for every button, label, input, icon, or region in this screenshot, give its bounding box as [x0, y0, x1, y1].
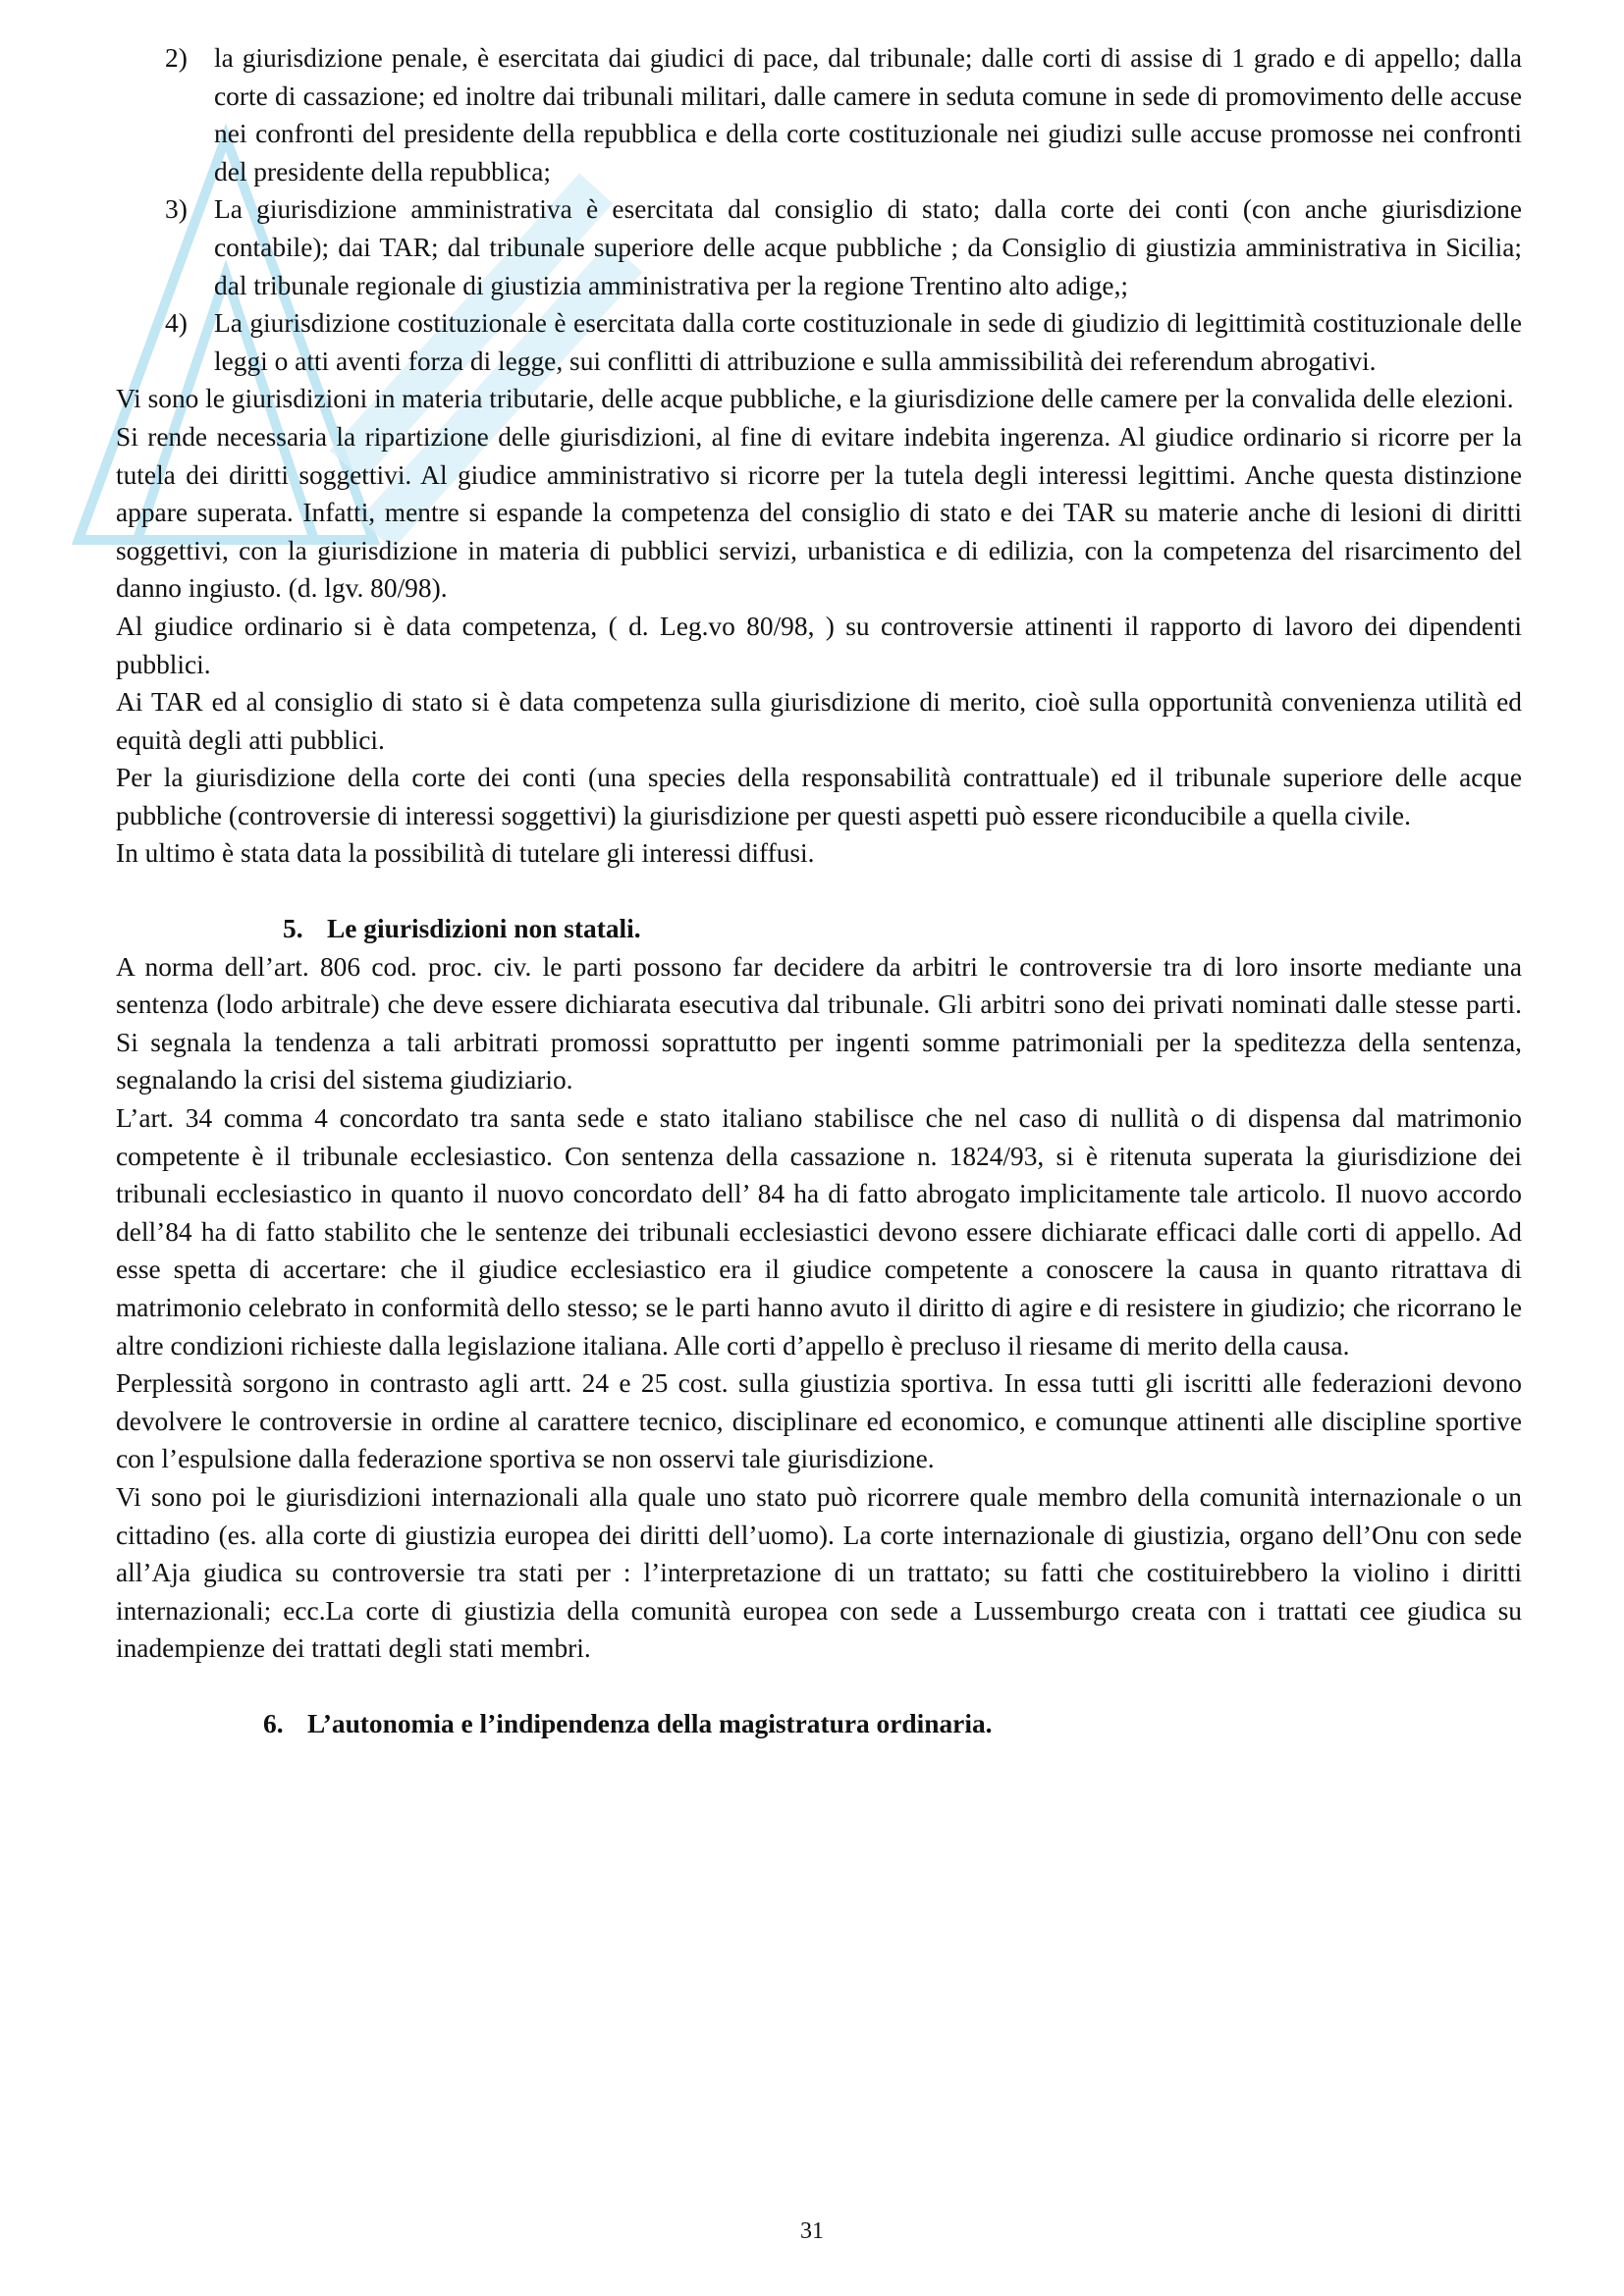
- paragraph: Al giudice ordinario si è data competenza, ( d. Leg.vo 80/98, ) su controversie attinenti il rapporto di lavoro dei dipendenti pubblici.: [116, 611, 1522, 679]
- list-item-text: La giurisdizione costituzionale è esercitata dalla corte costituzionale in sede di giudizio di legittimità costituzionale delle leggi o atti aventi forza di legge, sui conflitti di attribuzione e sulla ammissibilità dei referendum abrogativi.: [214, 308, 1522, 376]
- list-item: [116, 39, 1522, 190]
- list-item: [116, 304, 1522, 380]
- list-item: [116, 190, 1522, 304]
- numbered-list: [116, 39, 1522, 380]
- document-page: [116, 39, 1522, 1743]
- list-item-text: La giurisdizione amministrativa è esercitata dal consiglio di stato; dalla corte dei conti (con anche giurisdizione contabile); dai TAR; dal tribunale superiore delle acque pubbliche ; da Consiglio di giustizia amministrativa in Sicilia; dal tribunale regionale di giustizia amministrativa per la regione Trentino alto adige,;: [214, 194, 1522, 300]
- paragraph: Per la giurisdizione della corte dei conti (una species della responsabilità contrattuale) ed il tribunale superiore delle acque pubbliche (controversie di interessi soggettivi) la giurisdizione per questi aspetti può essere riconducibile a quella civile.: [116, 763, 1522, 830]
- paragraph: Perplessità sorgono in contrasto agli artt. 24 e 25 cost. sulla giustizia sportiva. In essa tutti gli iscritti alle federazioni devono devolvere le controversie in ordine al carattere tecnico, disciplinare ed economico, e comunque attinenti alle discipline sportive con l’espulsione dalla federazione sportiva se non osservi tale giurisdizione.: [116, 1368, 1522, 1474]
- paragraph: Si rende necessaria la ripartizione delle giurisdizioni, al fine di evitare indebita ingerenza. Al giudice ordinario si ricorre per la tutela dei diritti soggettivi. Al giudice amministrativo si ricorre per la tutela degli interessi legittimi. Anche questa distinzione appare superata. Infatti, mentre si espande la competenza del consiglio di stato e dei TAR su materie anche di lesioni di diritti soggettivi, con la giurisdizione in materia di pubblici servizi, urbanistica e di edilizia, con la competenza del risarcimento del danno ingiusto. (d. lgv. 80/98).: [116, 421, 1522, 604]
- list-item-text: la giurisdizione penale, è esercitata dai giudici di pace, dal tribunale; dalle corti di assise di 1 grado e di appello; dalla corte di cassazione; ed inoltre dai tribunali militari, dalle camere in seduta comune in sede di promovimento delle accuse nei confronti del presidente della repubblica e della corte costituzionale nei giudizi sulle accuse promosse nei confronti del presidente della repubblica;: [214, 43, 1522, 187]
- page-number: 31: [800, 2218, 824, 2244]
- section-title: Le giurisdizioni non statali.: [327, 914, 641, 944]
- list-item-number: 4): [165, 308, 188, 339]
- section-number: 6.: [263, 1708, 284, 1738]
- paragraph: L’art. 34 comma 4 concordato tra santa sede e stato italiano stabilisce che nel caso di nullità o di dispensa dal matrimonio competente è il tribunale ecclesiastico. Con sentenza della cassazione n. 1824/93, si è ritenuta superata la giurisdizione dei tribunali ecclesiastico in quanto il nuovo concordato dell’ 84 ha di fatto abrogato implicitamente tale articolo. Il nuovo accordo dell’84 ha di fatto stabilito che le sentenze dei tribunali ecclesiastici devono essere dichiarate efficaci dalle corti di appello. Ad esse spetta di accertare: che il giudice ecclesiastico era il giudice competente a conoscere la causa in quanto ritrattava di matrimonio celebrato in conformità dello stesso; se le parti hanno avuto il diritto di agire e di resistere in giudizio; che ricorrano le altre condizioni richieste dalla legislazione italiana. Alle corti d’appello è precluso il riesame di merito della causa.: [116, 1103, 1522, 1361]
- paragraph: Ai TAR ed al consiglio di stato si è data competenza sulla giurisdizione di merito, cioè sulla opportunità convenienza utilità ed equità degli atti pubblici.: [116, 687, 1522, 755]
- paragraph: Vi sono poi le giurisdizioni internazionali alla quale uno stato può ricorrere quale membro della comunità internazionale o un cittadino (es. alla corte di giustizia europea dei diritti dell’uomo). La corte internazionale di giustizia, organo dell’Onu con sede all’Aja giudica su controversie tra stati per : l’interpretazione di un trattato; su fatti che costituirebbero la violino i diritti internazionali; ecc.La corte di giustizia della comunità europea con sede a Lussemburgo creata con i trattati cee giudica su inadempienze dei trattati degli stati membri.: [116, 1481, 1522, 1664]
- list-item-number: 2): [165, 43, 188, 73]
- list-item-number: 3): [165, 194, 188, 225]
- section-number: 5.: [283, 914, 303, 944]
- paragraph: Vi sono le giurisdizioni in materia tributarie, delle acque pubbliche, e la giurisdizione delle camere per la convalida delle elezioni.: [116, 384, 1514, 414]
- section-heading-5: [116, 910, 1522, 948]
- paragraph: A norma dell’art. 806 cod. proc. civ. le parti possono far decidere da arbitri le controversie tra di loro insorte mediante una sentenza (lodo arbitrale) che deve essere dichiarata esecutiva dal tribunale. Gli arbitri sono dei privati nominati dalle stesse parti. Si segnala la tendenza a tali arbitrati promossi soprattutto per ingenti somme patrimoniali per la speditezza della sentenza, segnalando la crisi del sistema giudiziario.: [116, 951, 1522, 1095]
- section-heading-6: [116, 1705, 1522, 1743]
- paragraph: In ultimo è stata data la possibilità di tutelare gli interessi diffusi.: [116, 838, 815, 869]
- section-title: L’autonomia e l’indipendenza della magistratura ordinaria.: [307, 1708, 993, 1738]
